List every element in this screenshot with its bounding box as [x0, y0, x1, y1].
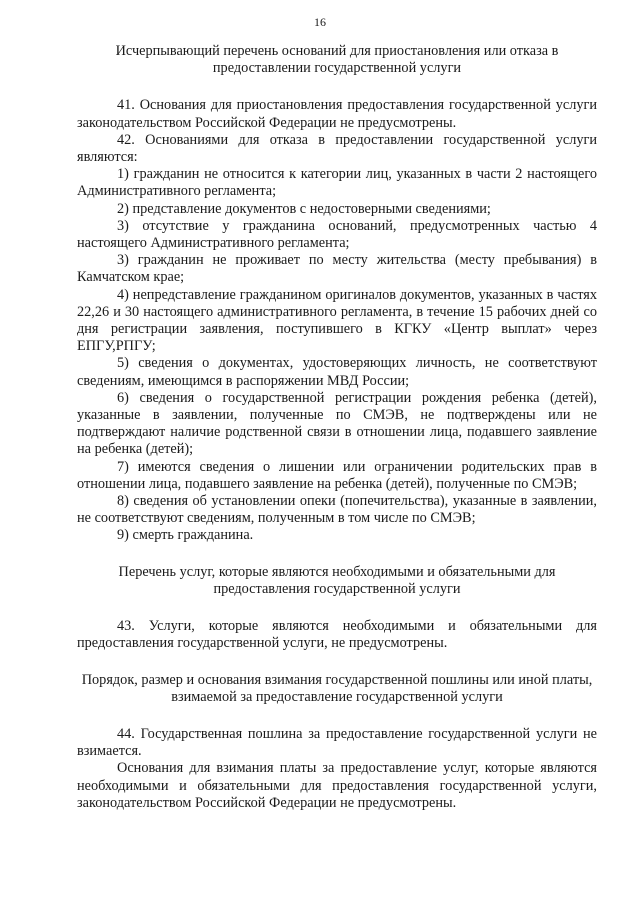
paragraph-44: 44. Государственная пошлина за предоставление государственной услуги не взимается. — [77, 725, 597, 760]
section-heading-state-fee: Порядок, размер и основания взимания государственной пошлины или иной платы, взимаемой за предоставление государственной услуги — [81, 671, 593, 705]
section-heading-refusal-grounds: Исчерпывающий перечень оснований для приостановления или отказа в предоставлении государственной услуги — [115, 43, 559, 77]
list-item-5: 5) сведения о документах, удостоверяющих личность, не соответствуют сведениям, имеющимся в распоряжении МВД России; — [77, 355, 597, 389]
list-item-7: 7) имеются сведения о лишении или ограничении родительских прав в отношении лица, подавшего заявление на ребенка (детей), полученные по СМЭВ; — [77, 458, 597, 492]
paragraph-fee-grounds: Основания для взимания платы за предоставление услуг, которые являются необходимыми и обязательными для предоставления государственной услуги, законодательством Российской Федерации не предусмотрены. — [77, 760, 597, 811]
list-item-4: 4) непредставление гражданином оригиналов документов, указанных в частях 22,26 и 30 настоящего административного регламента, в течение 15 рабочих дней со дня регистрации заявления, поступившего в КГКУ «Центр выплат» через ЕПГУ,РПГУ; — [77, 286, 597, 355]
document-body — [77, 43, 597, 812]
list-item-3b: 3) гражданин не проживает по месту жительства (месту пребывания) в Камчатском крае; — [77, 252, 597, 286]
list-item-1: 1) гражданин не относится к категории лиц, указанных в части 2 настоящего Административного регламента; — [77, 166, 597, 200]
list-item-6: 6) сведения о государственной регистрации рождения ребенка (детей), указанные в заявлении, полученные по СМЭВ, не подтверждены или не подтверждают наличие родственной связи в отношении лица, подавшего заявление на ребенка (детей); — [77, 389, 597, 458]
paragraph-41: 41. Основания для приостановления предоставления государственной услуги законодательством Российской Федерации не предусмотрены. — [77, 97, 597, 131]
list-item-2: 2) представление документов с недостоверными сведениями; — [117, 200, 491, 217]
paragraph-43: 43. Услуги, которые являются необходимыми и обязательными для предоставления государственной услуги, не предусмотрены. — [77, 618, 597, 652]
paragraph-42: 42. Основаниями для отказа в предоставлении государственной услуги являются: — [77, 131, 597, 166]
page-number: 16 — [314, 15, 326, 29]
list-item-9: 9) смерть гражданина. — [117, 527, 254, 544]
section-heading-required-services: Перечень услуг, которые являются необходимыми и обязательными для предоставления государственной услуги — [118, 563, 556, 597]
list-item-8: 8) сведения об установлении опеки (попечительства), указанные в заявлении, не соответствуют сведениям, полученным в том числе по СМЭВ; — [77, 493, 597, 527]
list-item-3a: 3) отсутствие у гражданина оснований, предусмотренных частью 4 настоящего Административного регламента; — [77, 217, 597, 252]
